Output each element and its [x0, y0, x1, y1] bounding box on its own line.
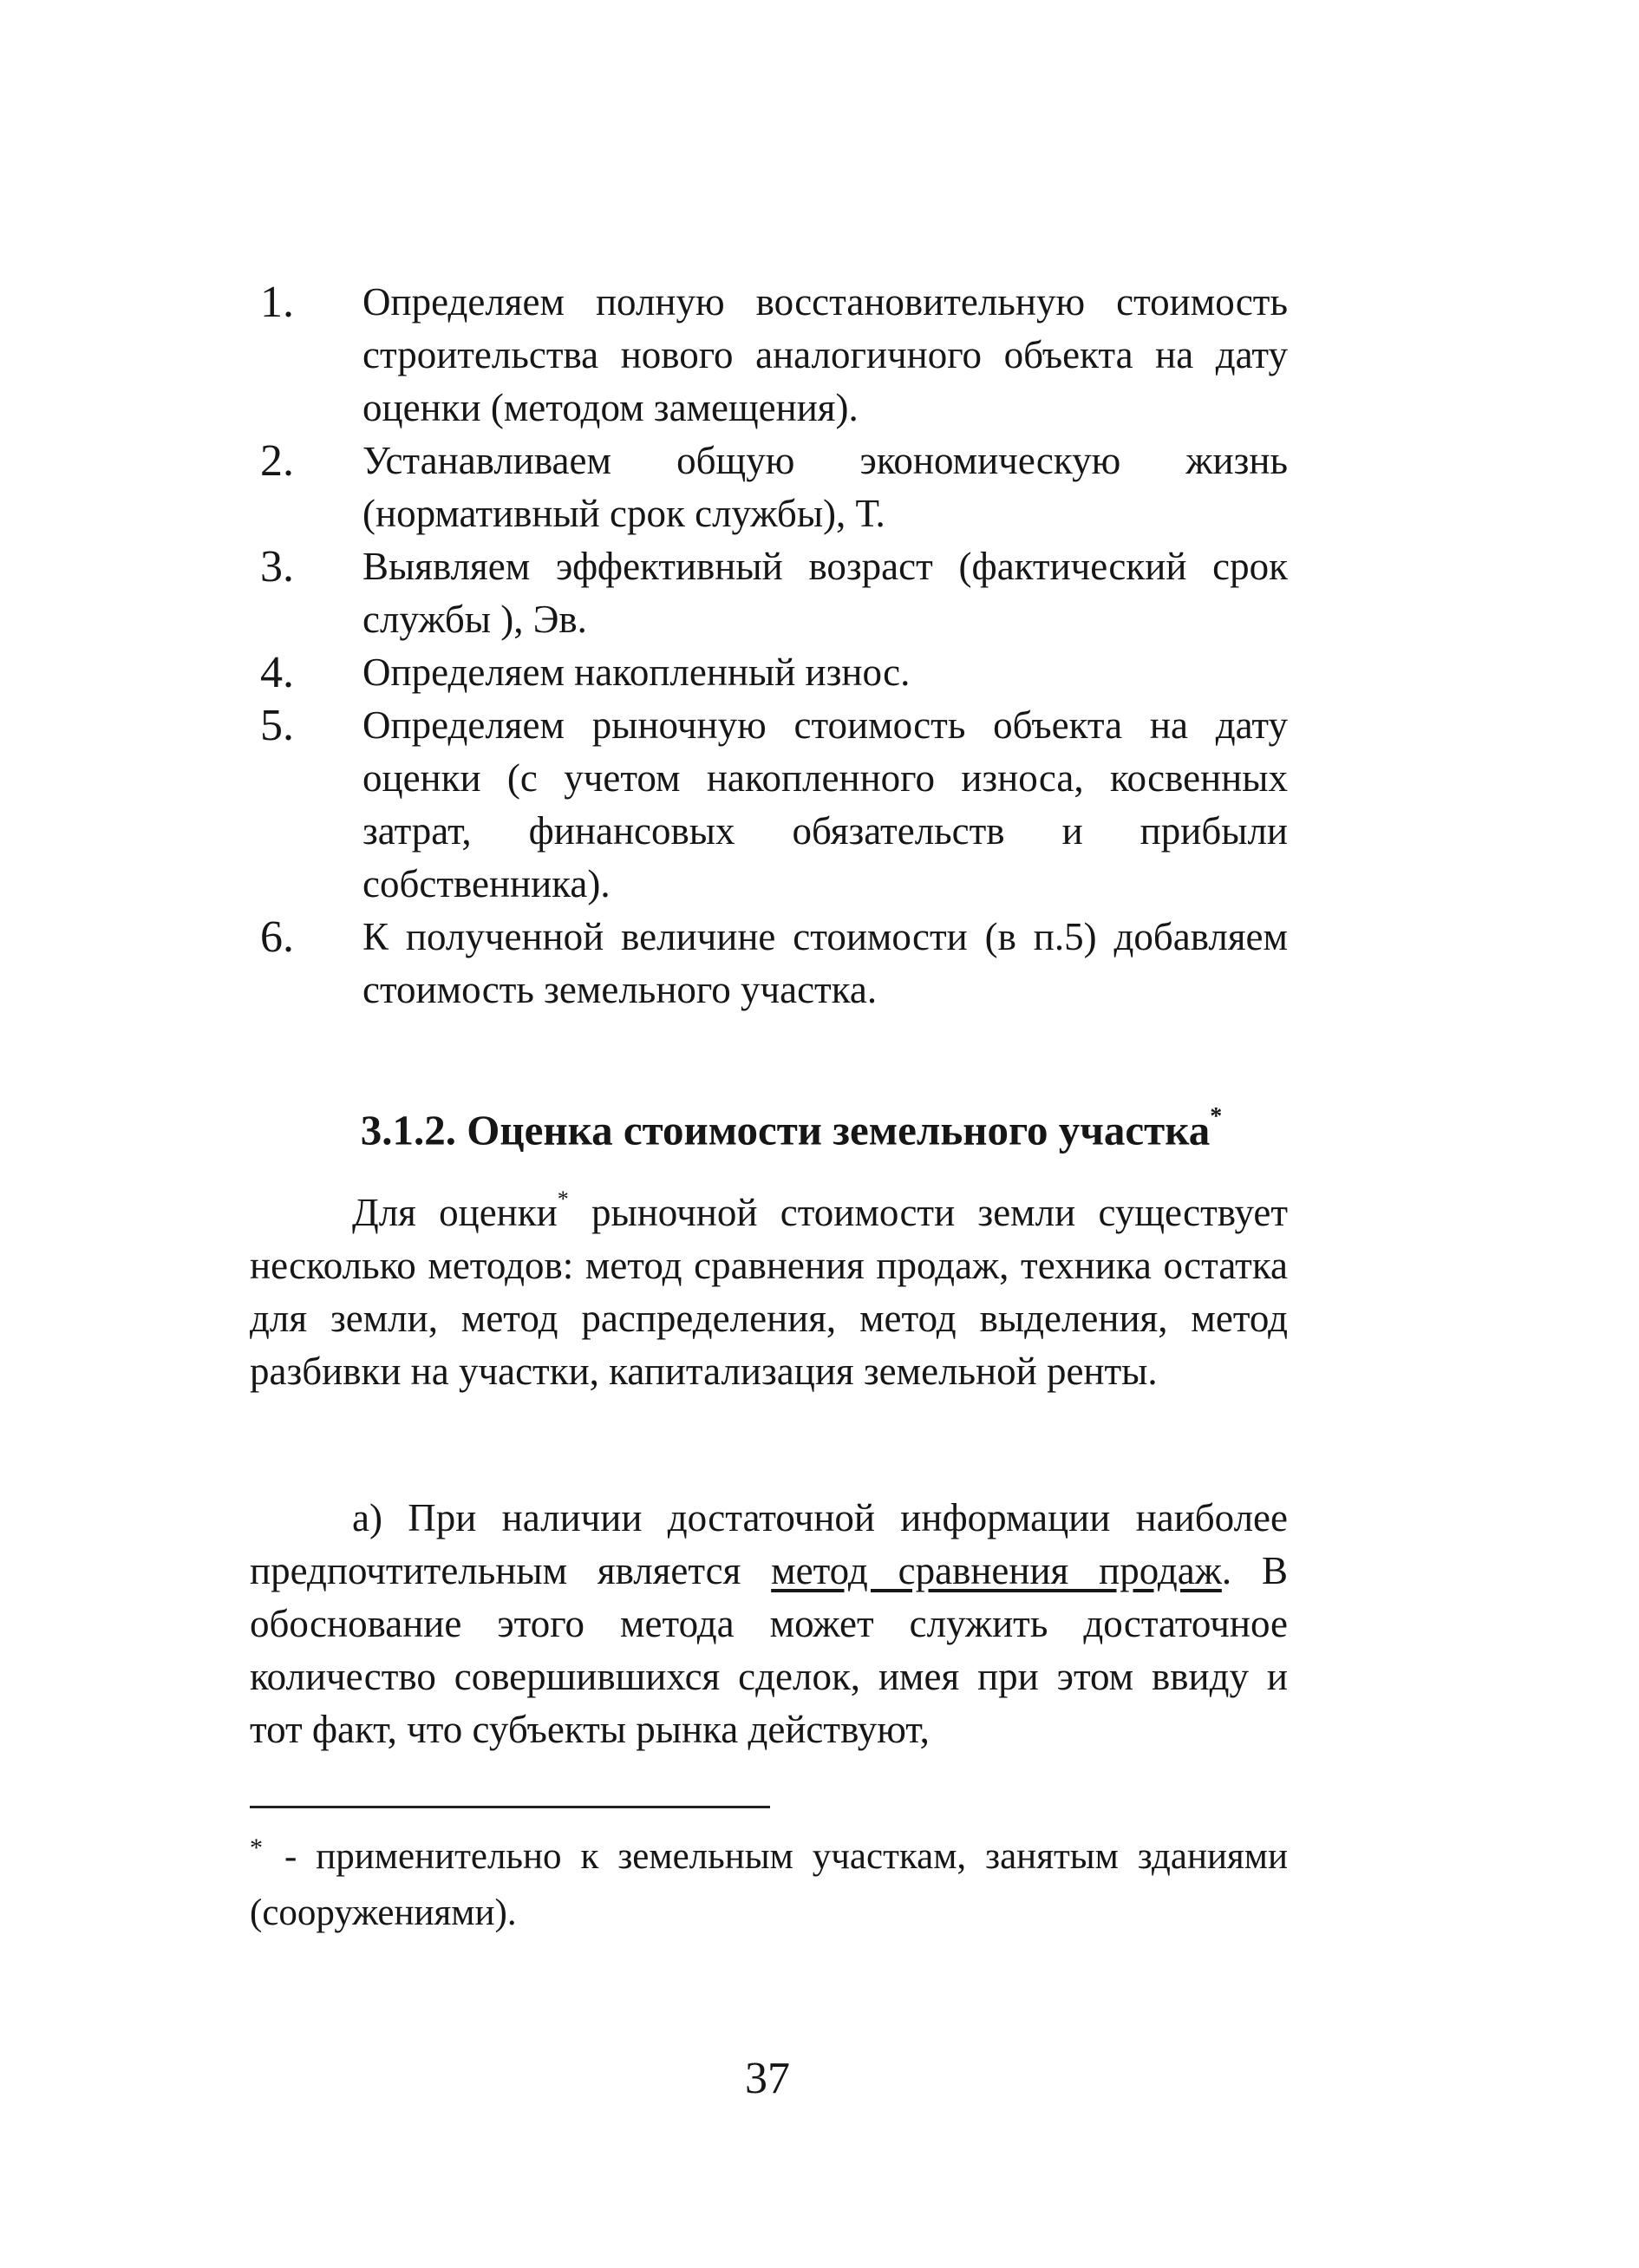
- list-item-number: 2.: [260, 436, 294, 486]
- list-item: [260, 911, 1288, 1016]
- list-item: [260, 435, 1288, 540]
- list-item: [260, 276, 1288, 435]
- section-title-footnote-mark: *: [1210, 1102, 1223, 1130]
- list-item: [260, 540, 1288, 646]
- steps-list: [260, 276, 1288, 1016]
- list-item: [260, 646, 1288, 699]
- footnote: [250, 1830, 1288, 1939]
- list-item-number: 6.: [260, 912, 294, 962]
- paragraph-body: рыночной стоимости земли существует несколько методов: метод сравнения продаж, техника остатка для земли, метод распределения, метод выделения, метод разбивки на участки, капитализация земельной ренты.: [250, 1191, 1288, 1393]
- list-item-number: 1.: [260, 278, 294, 327]
- list-item-text: К полученной величине стоимости (в п.5) добавляем стоимость земельного участка.: [362, 915, 1288, 1011]
- paragraph-comparison: [250, 1492, 1288, 1756]
- list-item-number: 5.: [260, 701, 294, 750]
- list-item-text: Определяем накопленный износ.: [362, 650, 911, 694]
- footnote-mark: *: [557, 1186, 569, 1212]
- paragraph-methods: [250, 1178, 1288, 1398]
- footnote-text: - применительно к земельным участкам, занятым зданиями (сооружениями).: [250, 1836, 1288, 1933]
- list-item-text: Определяем полную восстановительную стоимость строительства нового аналогичного объекта на дату оценки (методом замещения).: [362, 280, 1288, 429]
- list-item-text: Определяем рыночную стоимость объекта на дату оценки (с учетом накопленного износа, косвенных затрат, финансовых обязательств и прибыли собственника).: [362, 703, 1288, 905]
- list-item-number: 3.: [260, 542, 294, 592]
- list-item-text: Выявляем эффективный возраст (фактический срок службы ), Эв.: [362, 545, 1288, 641]
- footnote-divider: [250, 1806, 770, 1808]
- paragraph-body: . В обоснование этого метода может служить достаточное количество совершившихся сделок, имея при этом ввиду и тот факт, что субъекты рынка действуют,: [250, 1549, 1288, 1751]
- paragraph-lead: Для оценки: [352, 1191, 558, 1234]
- paragraph-lead: а) При наличии достаточной информации наиболее предпочтительным является: [250, 1496, 1288, 1592]
- section-title: 3.1.2. Оценка стоимости земельного участка: [360, 1105, 1211, 1154]
- list-item-number: 4.: [260, 648, 294, 697]
- list-item-text: Устанавливаем общую экономическую жизнь (нормативный срок службы), Т.: [362, 439, 1288, 535]
- footnote-mark: *: [250, 1833, 263, 1862]
- underlined-term: метод сравнения продаж: [771, 1549, 1222, 1592]
- page-number: 37: [745, 2054, 790, 2103]
- list-item: [260, 699, 1288, 911]
- section-heading: [260, 1092, 1288, 1160]
